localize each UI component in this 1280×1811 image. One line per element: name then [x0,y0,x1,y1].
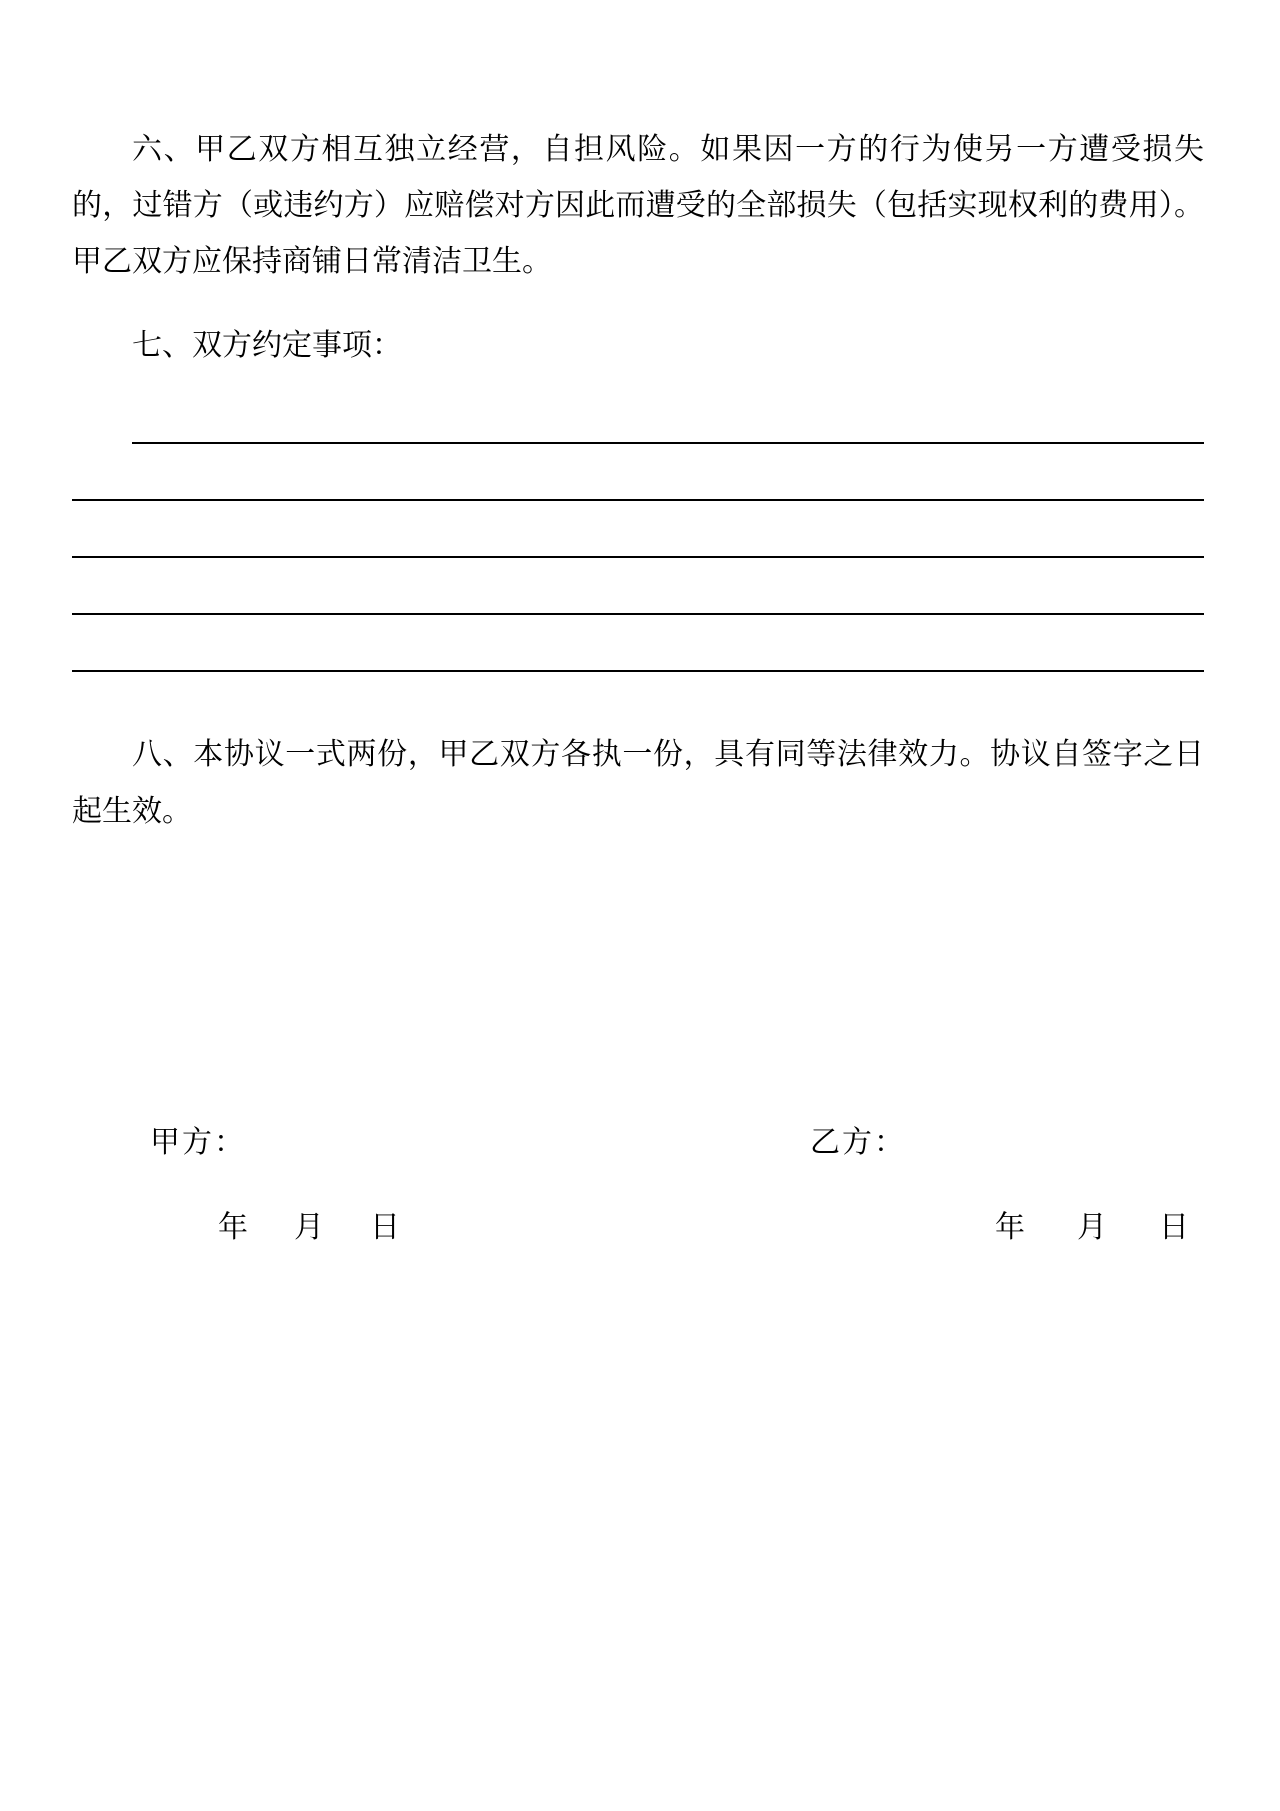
fill-in-blank-line-1[interactable] [132,387,1204,444]
fill-in-blank-line-5[interactable] [72,615,1204,672]
fill-in-blank-line-2[interactable] [72,444,1204,501]
clause-six-paragraph: 六、甲乙双方相互独立经营，自担风险。如果因一方的行为使另一方遭受损失的，过错方（或违约方）应赔偿对方因此而遭受的全部损失（包括实现权利的费用）。甲乙双方应保持商铺日常清洁卫生。 [72,133,1204,278]
party-b-day-label: 日 [1159,1211,1189,1244]
party-a-day-label: 日 [370,1211,400,1244]
party-a-year-label: 年 [218,1211,248,1244]
document-content [72,0,1204,840]
party-b-label: 乙方： [810,1126,906,1159]
party-a-label: 甲方： [150,1126,246,1159]
clause-seven-heading: 七、双方约定事项： [132,329,402,362]
fill-in-blank-line-3[interactable] [72,501,1204,558]
clause-eight-paragraph: 八、本协议一式两份，甲乙双方各执一份，具有同等法律效力。协议自签字之日起生效。 [72,738,1204,828]
fill-in-blank-line-4[interactable] [72,558,1204,615]
party-b-date-line [995,1200,1189,1256]
party-b-year-label: 年 [995,1211,1025,1244]
party-a-date-line [218,1200,400,1256]
party-a-month-label: 月 [294,1211,324,1244]
fill-in-blanks-section [72,387,1204,672]
party-b-month-label: 月 [1077,1211,1107,1244]
